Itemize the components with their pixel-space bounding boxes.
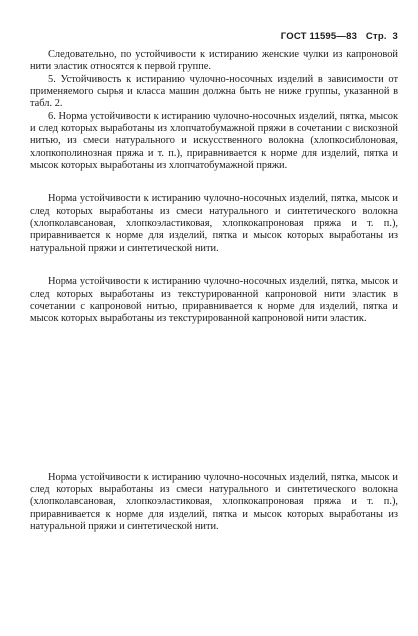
page-blank-area xyxy=(30,326,398,472)
paragraph-item-5: 5. Устойчивость к истиранию чулочно-носочных изделий в зависимости от применяемого сырья и класса машин должна быть не ниже группы, указанной в табл. 2. xyxy=(30,73,398,110)
page-number: 3 xyxy=(392,31,398,42)
page-label: Стр. xyxy=(365,31,387,42)
paragraph-blend-synthetic: Норма устойчивости к истиранию чулочно-носочных изделий, пятка, мысок и след которых выработаны из смеси натурального и синтетического волокна (хлопколавсановая, хлопкоэластиковая, хлопкокапроновая пряжа и т. п.), приравнивается к норме для изделий, пятка и мысок которых выработаны из натуральной пряжи и синтетической нити. xyxy=(30,193,398,254)
page-header xyxy=(275,31,398,42)
paragraph-gap xyxy=(30,255,398,276)
document-body xyxy=(30,49,398,533)
paragraph-gap xyxy=(30,172,398,193)
standard-number: ГОСТ 11595—83 xyxy=(280,31,358,42)
paragraph-blend-synthetic-repeat: Норма устойчивости к истиранию чулочно-носочных изделий, пятка, мысок и след которых выработаны из смеси натурального и синтетического волокна (хлопколавсановая, хлопкоэластиковая, хлопкокапроновая пряжа и т. п.), приравнивается к норме для изделий, пятка и мысок которых выработаны из натуральной пряжи и синтетической нити. xyxy=(30,471,398,532)
paragraph-textured-nylon: Норма устойчивости к истиранию чулочно-носочных изделий, пятка, мысок и след которых выработаны из текстурированной капроновой нити эластик в сочетании с капроновой нитью, приравнивается к норме для изделий, пятка и мысок которых выработаны из текстурированной капроновой нити эластик. xyxy=(30,276,398,325)
paragraph-item-6: 6. Норма устойчивости к истиранию чулочно-носочных изделий, пятка, мысок и след которых выработаны из хлопчатобумажной пряжи в сочетании с вискозной нитью, из смеси натурального и искусственного волокна (хлопкосиблоновая, хлопкополинозная пряжа и т. п.), приравнивается к норме для изделий, пятка и мысок которых выработаны из хлопчатобумажной пряжи. xyxy=(30,110,398,172)
paragraph-conclusion: Следовательно, по устойчивости к истиранию женские чулки из капроновой нити эластик относятся к первой группе. xyxy=(30,49,398,73)
